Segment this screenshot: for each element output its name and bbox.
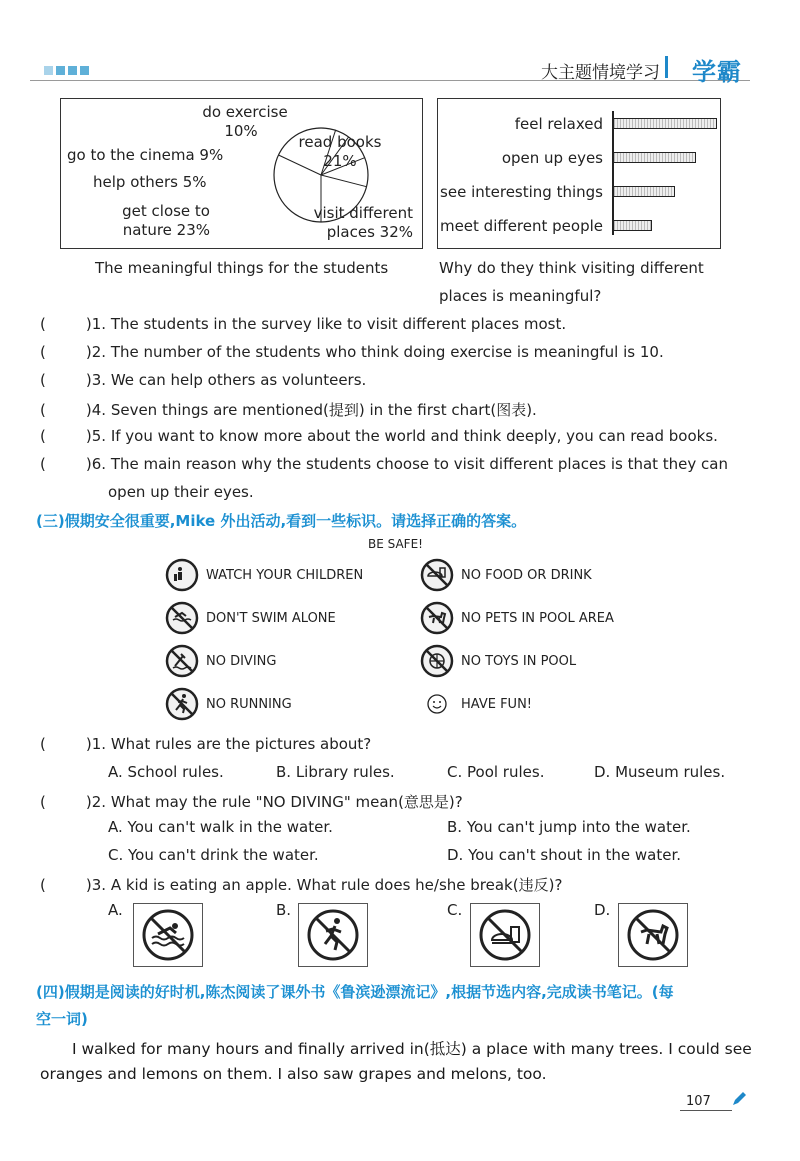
header-decoration <box>44 66 89 75</box>
no-toys-icon <box>420 644 454 682</box>
s3-q3-option-d[interactable]: D. <box>594 901 611 919</box>
bar-see-interesting-things <box>613 186 675 197</box>
pencil-icon <box>730 1090 748 1112</box>
question-text: The main reason why the students choose to visit different places is that they can <box>110 455 729 473</box>
pie-chart-caption: The meaningful things for the students <box>95 259 389 277</box>
question-text: The number of the students who think doing exercise is meaningful is 10. <box>110 343 664 361</box>
option-c-picture[interactable] <box>470 903 540 967</box>
s3-q3-option-b[interactable]: B. <box>276 901 292 919</box>
bar-label: feel relaxed <box>514 115 603 133</box>
header-brand-logo: 学霸 <box>692 58 742 86</box>
no-diving-icon <box>165 644 199 682</box>
signs-heading: BE SAFE! <box>368 537 423 551</box>
question-number: )6. <box>85 455 107 473</box>
s3-q1-option-c[interactable]: C. Pool rules. <box>447 763 545 781</box>
no-food-icon <box>471 904 539 966</box>
bar-feel-relaxed <box>613 118 717 129</box>
answer-blank[interactable]: ( <box>40 343 46 361</box>
no-pets-icon <box>420 601 454 639</box>
question-number: )5. <box>85 427 107 445</box>
s3-q2-option-b[interactable]: B. You can't jump into the water. <box>447 818 691 836</box>
no-running-icon <box>165 687 199 725</box>
s3-q3-option-c[interactable]: C. <box>447 901 463 919</box>
pie-label-places: visit different places 32% <box>313 204 413 241</box>
s3-q1-option-b[interactable]: B. Library rules. <box>276 763 395 781</box>
s3-q2-option-d[interactable]: D. You can't shout in the water. <box>447 846 682 864</box>
pie-label-cinema: go to the cinema 9% <box>67 146 224 164</box>
sign-label: NO FOOD OR DRINK <box>461 568 592 583</box>
bar-label: see interesting things <box>440 183 603 201</box>
pie-label-nature: get close to nature 23% <box>122 202 210 239</box>
sign-label: HAVE FUN! <box>461 697 533 712</box>
bar-axis <box>612 111 614 235</box>
option-a-picture[interactable] <box>133 903 203 967</box>
s3-question-1: ( )1. What rules are the pictures about? <box>40 735 372 753</box>
sign-label: NO RUNNING <box>206 697 292 712</box>
question-row-6-continued: open up their eyes. <box>108 483 254 501</box>
question-text: We can help others as volunteers. <box>110 371 367 389</box>
answer-blank[interactable]: ( <box>40 455 46 473</box>
s3-question-2: ( )2. What may the rule "NO DIVING" mean(意思是)? <box>40 793 463 811</box>
sign-label: DON'T SWIM ALONE <box>206 611 336 626</box>
passage-line-1: I walked for many hours and finally arrived in(抵达) a place with many trees. I could see <box>72 1040 752 1058</box>
s3-q3-option-a[interactable]: A. <box>108 901 123 919</box>
question-text: The students in the survey like to visit different places most. <box>110 315 567 333</box>
header-title: 大主题情境学习 <box>541 63 660 83</box>
question-text: If you want to know more about the world and think deeply, you can read books. <box>110 427 718 445</box>
bar-chart-box <box>437 98 721 249</box>
passage-line-2: oranges and lemons on them. I also saw grapes and melons, too. <box>40 1065 547 1083</box>
s3-q1-option-a[interactable]: A. School rules. <box>108 763 224 781</box>
section-4-title-line1: (四)假期是阅读的好时机,陈杰阅读了课外书《鲁滨逊漂流记》,根据节选内容,完成读书笔记。(每 <box>36 983 674 1001</box>
bar-open-up-eyes <box>613 152 696 163</box>
no-running-icon <box>299 904 367 966</box>
section-3-title: (三)假期安全很重要,Mike 外出活动,看到一些标识。请选择正确的答案。 <box>36 512 527 530</box>
s3-q1-option-d[interactable]: D. Museum rules. <box>594 763 726 781</box>
question-number: )1. <box>85 315 107 333</box>
section-4-title-line2: 空一词) <box>36 1010 88 1028</box>
bar-chart-caption-line1: Why do they think visiting different <box>439 259 704 277</box>
smiley-icon <box>420 687 454 725</box>
header-separator <box>665 56 668 78</box>
answer-blank[interactable]: ( <box>40 371 46 389</box>
sign-label: WATCH YOUR CHILDREN <box>206 568 364 583</box>
sign-label: NO DIVING <box>206 654 277 669</box>
question-row-3 <box>40 371 366 389</box>
question-row-6 <box>40 455 728 473</box>
no-pets-icon <box>619 904 687 966</box>
pie-label-help: help others 5% <box>93 173 207 191</box>
no-food-icon <box>420 558 454 596</box>
no-swim-alone-icon <box>165 601 199 639</box>
pie-label-books: read books 21% <box>298 133 382 170</box>
bar-label: meet different people <box>439 217 603 235</box>
bar-meet-different-people <box>613 220 652 231</box>
s3-q2-option-c[interactable]: C. You can't drink the water. <box>108 846 319 864</box>
question-number: )2. <box>85 343 107 361</box>
watch-children-icon <box>165 558 199 596</box>
page-number: 107 <box>686 1094 711 1109</box>
no-swimming-icon <box>134 904 202 966</box>
question-row-4 <box>40 399 537 420</box>
page-number-underline <box>680 1110 732 1111</box>
s3-question-3: ( )3. A kid is eating an apple. What rule does he/she break(违反)? <box>40 876 563 894</box>
pie-label-exercise: do exercise 10% <box>202 103 288 140</box>
option-d-picture[interactable] <box>618 903 688 967</box>
s3-q2-option-a[interactable]: A. You can't walk in the water. <box>108 818 333 836</box>
option-b-picture[interactable] <box>298 903 368 967</box>
question-row-1 <box>40 315 566 333</box>
question-number: )3. <box>85 371 107 389</box>
question-row-2 <box>40 343 664 361</box>
answer-blank[interactable]: ( <box>40 401 46 419</box>
question-number: )4. <box>85 401 107 419</box>
question-row-5 <box>40 427 718 445</box>
bar-label: open up eyes <box>501 149 603 167</box>
bar-chart-caption-line2: places is meaningful? <box>439 287 602 305</box>
sign-label: NO TOYS IN POOL <box>461 654 577 669</box>
sign-label: NO PETS IN POOL AREA <box>461 611 614 626</box>
answer-blank[interactable]: ( <box>40 427 46 445</box>
question-text: Seven things are mentioned(提到) in the first chart(图表). <box>110 401 537 419</box>
answer-blank[interactable]: ( <box>40 315 46 333</box>
